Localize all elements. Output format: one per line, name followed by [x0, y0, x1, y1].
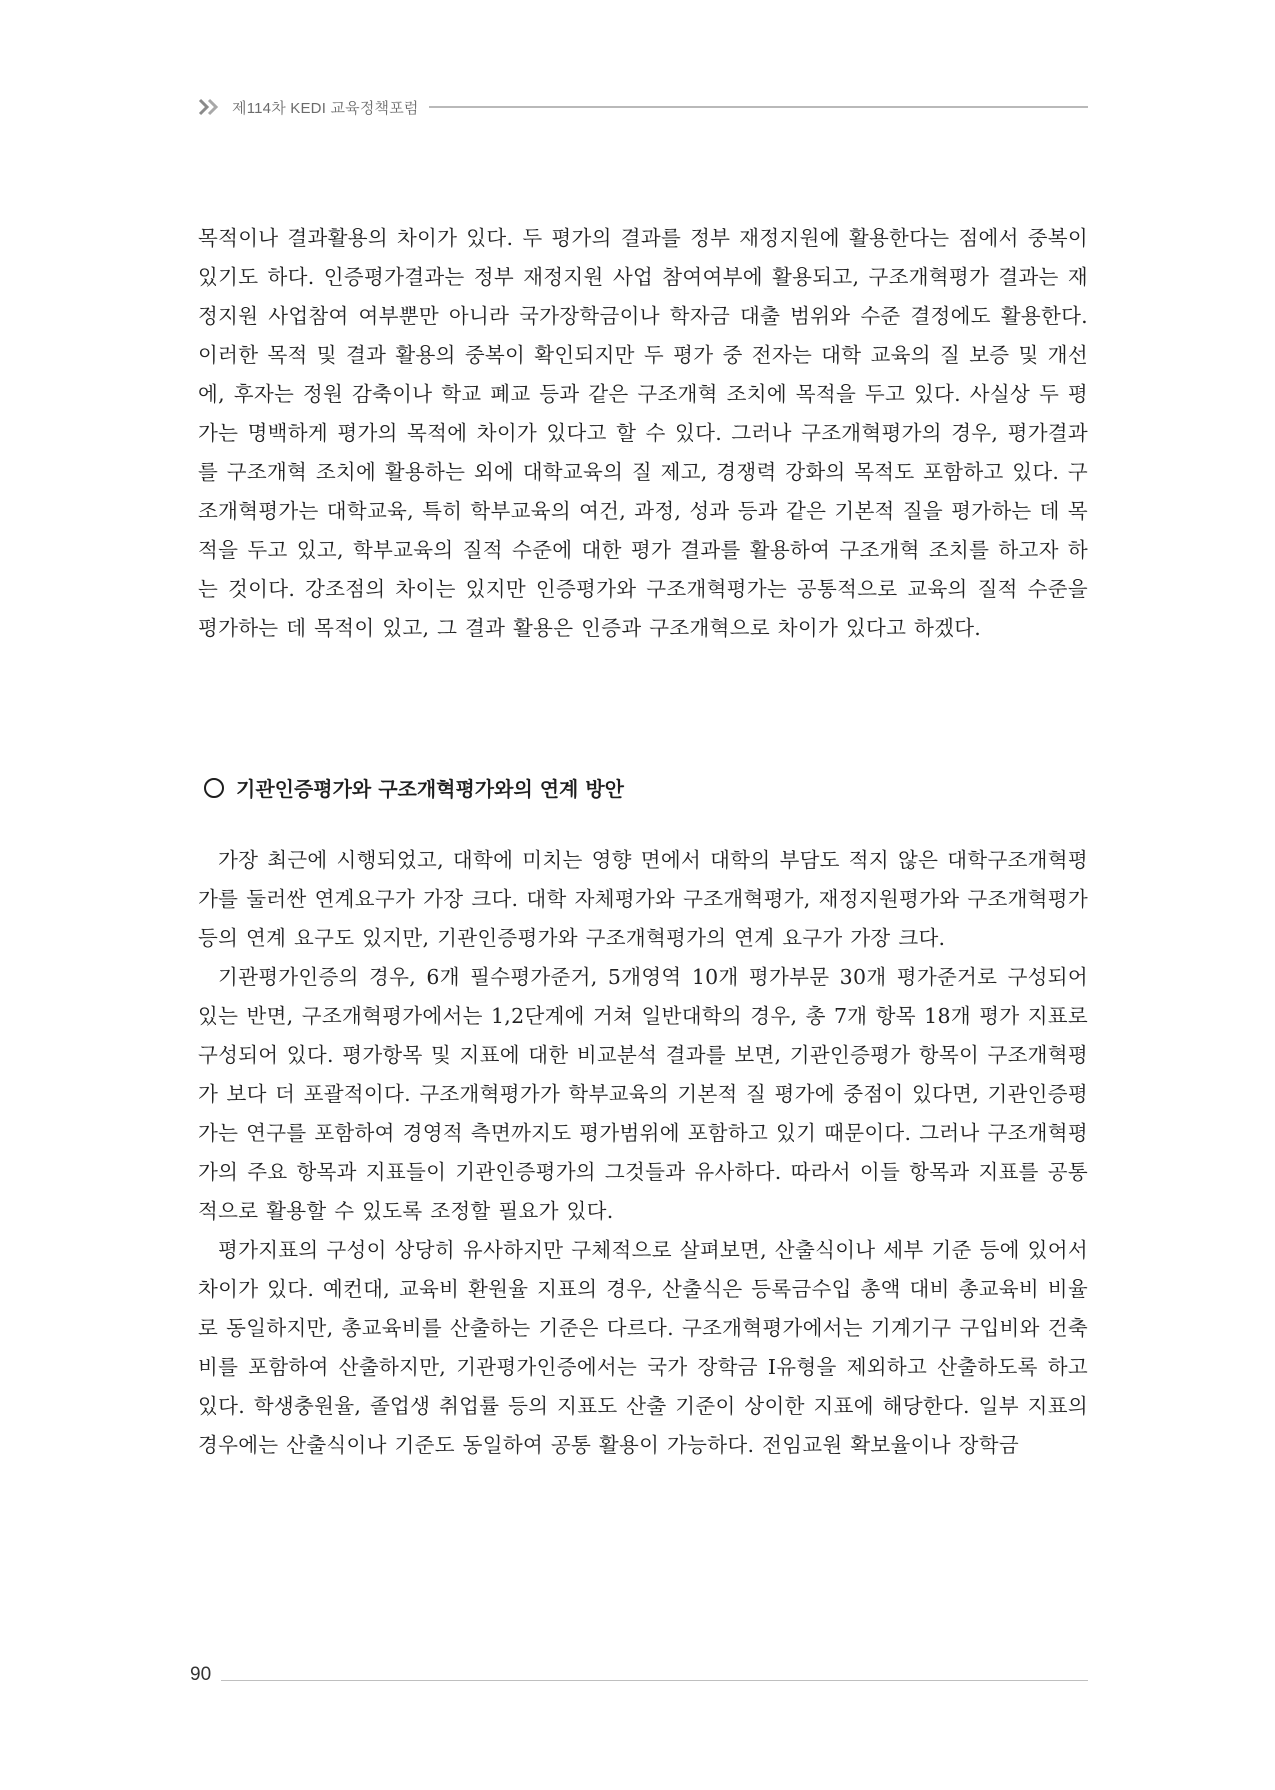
body-paragraph: 평가지표의 구성이 상당히 유사하지만 구체적으로 살펴보면, 산출식이나 세부 기준 등에 있어서 차이가 있다. 예컨대, 교육비 환원율 지표의 경우, 산출식은 등록금수입 총액 대비 총교육비 비율로 동일하지만, 총교육비를 산출하는 기준은 다르다. 구조개혁평가에서는 기계기구 구입비와 건축비를 포함하여 산출하지만, 기관평가인증에서는 국가 장학금 I유형을 제외하고 산출하도록 하고 있다. 학생충원율, 졸업생 취업률 등의 지표도 산출 기준이 상이한 지표에 해당한다. 일부 지표의 경우에는 산출식이나 기준도 동일하여 공통 활용이 가능하다. 전임교원 확보율이나 장학금	[198, 1238, 1088, 1457]
body-paragraph: 가장 최근에 시행되었고, 대학에 미치는 영향 면에서 대학의 부담도 적지 않은 대학구조개혁평가를 둘러싼 연계요구가 가장 크다. 대학 자체평가와 구조개혁평가, 재정지원평가와 구조개혁평가 등의 연계 요구도 있지만, 기관인증평가와 구조개혁평가의 연계 요구가 가장 크다.	[198, 848, 1088, 950]
section-heading-text: 기관인증평가와 구조개혁평가와의 연계 방안	[236, 777, 624, 801]
section-heading	[204, 773, 1084, 802]
double-chevron-right-icon	[198, 98, 224, 116]
running-header	[198, 95, 1088, 119]
footer-rule	[221, 1680, 1088, 1681]
body-section-one	[198, 219, 1088, 648]
page-footer	[190, 1662, 1088, 1688]
header-title: 제114차 KEDI 교육정책포럼	[232, 99, 419, 117]
body-paragraph: 목적이나 결과활용의 차이가 있다. 두 평가의 결과를 정부 재정지원에 활용한다는 점에서 중복이 있기도 하다. 인증평가결과는 정부 재정지원 사업 참여여부에 활용되고, 구조개혁평가 결과는 재정지원 사업참여 여부뿐만 아니라 국가장학금이나 학자금 대출 범위와 수준 결정에도 활용한다. 이러한 목적 및 결과 활용의 중복이 확인되지만 두 평가 중 전자는 대학 교육의 질 보증 및 개선에, 후자는 정원 감축이나 학교 폐교 등과 같은 구조개혁 조치에 목적을 두고 있다. 사실상 두 평가는 명백하게 평가의 목적에 차이가 있다고 할 수 있다. 그러나 구조개혁평가의 경우, 평가결과를 구조개혁 조치에 활용하는 외에 대학교육의 질 제고, 경쟁력 강화의 목적도 포함하고 있다. 구조개혁평가는 대학교육, 특히 학부교육의 여건, 과정, 성과 등과 같은 기본적 질을 평가하는 데 목적을 두고 있고, 학부교육의 질적 수준에 대한 평가 결과를 활용하여 구조개혁 조치를 하고자 하는 것이다. 강조점의 차이는 있지만 인증평가와 구조개혁평가는 공통적으로 교육의 질적 수준을 평가하는 데 목적이 있고, 그 결과 활용은 인증과 구조개혁으로 차이가 있다고 하겠다.	[198, 226, 1088, 640]
body-section-two	[198, 841, 1088, 1465]
page-number: 90	[190, 1664, 212, 1685]
hollow-circle-bullet-icon	[204, 778, 224, 798]
header-rule	[429, 106, 1088, 108]
body-paragraph: 기관평가인증의 경우, 6개 필수평가준거, 5개영역 10개 평가부문 30개 평가준거로 구성되어 있는 반면, 구조개혁평가에서는 1,2단계에 거쳐 일반대학의 경우, 총 7개 항목 18개 평가 지표로 구성되어 있다. 평가항목 및 지표에 대한 비교분석 결과를 보면, 기관인증평가 항목이 구조개혁평가 보다 더 포괄적이다. 구조개혁평가가 학부교육의 기본적 질 평가에 중점이 있다면, 기관인증평가는 연구를 포함하여 경영적 측면까지도 평가범위에 포함하고 있기 때문이다. 그러나 구조개혁평가의 주요 항목과 지표들이 기관인증평가의 그것들과 유사하다. 따라서 이들 항목과 지표를 공통적으로 활용할 수 있도록 조정할 필요가 있다.	[198, 965, 1088, 1223]
